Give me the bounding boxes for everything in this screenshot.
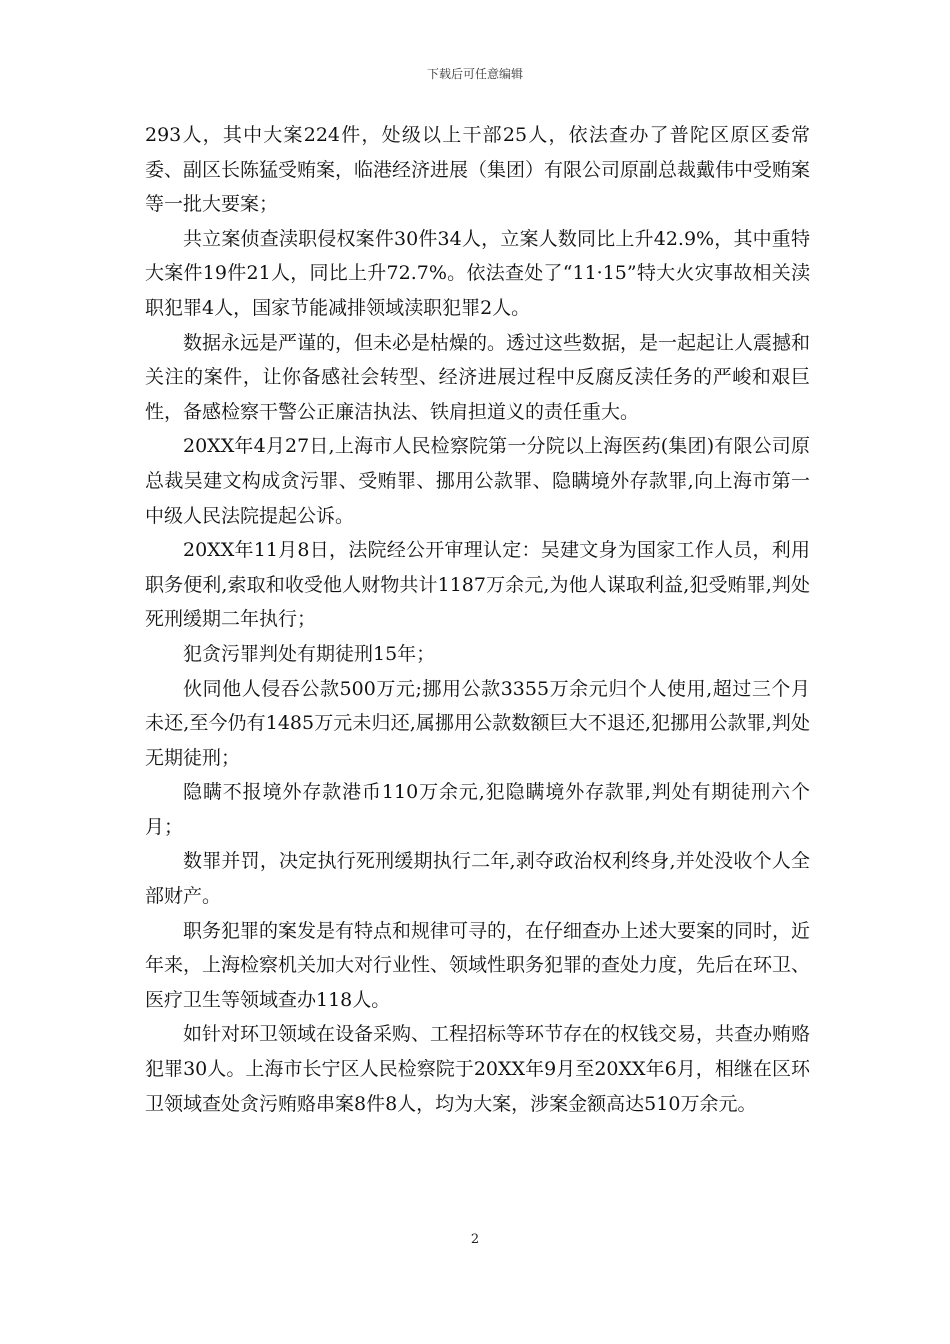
page-number: 2 — [470, 1232, 480, 1247]
paragraph-4: 20XX年4月27日,上海市人民检察院第一分院以上海医药(集团)有限公司原总裁吴建文构成贪污罪、受贿罪、挪用公款罪、隐瞒境外存款罪,向上海市第一中级人民法院提起公诉。 — [145, 435, 810, 527]
paragraph-7: 伙同他人侵吞公款500万元;挪用公款3355万余元归个人使用,超过三个月未还,至今仍有1485万元未归还,属挪用公款数额巨大不退还,犯挪用公款罪,判处无期徒刑； — [145, 677, 810, 769]
paragraph-11: 如针对环卫领域在设备采购、工程招标等环节存在的权钱交易，共查办贿赂犯罪30人。上海市长宁区人民检察院于20XX年9月至20XX年6月，相继在区环卫领域查处贪污贿赂串案8件8人，均为大案，涉案金额高达510万余元。 — [145, 1023, 811, 1115]
paragraph-3: 数据永远是严谨的，但未必是枯燥的。透过这些数据，是一起起让人震撼和关注的案件，让你备感社会转型、经济进展过程中反腐反渎任务的严峻和艰巨性，备感检察干警公正廉洁执法、铁肩担道义的责任重大。 — [145, 331, 811, 423]
paragraph-9: 数罪并罚，决定执行死刑缓期执行二年,剥夺政治权利终身,并处没收个人全部财产。 — [145, 850, 810, 908]
paragraph-2: 共立案侦查渎职侵权案件30件34人，立案人数同比上升42.9%，其中重特大案件19件21人，同比上升72.7%。依法查处了“11·15”特大火灾事故相关渎职犯罪4人，国家节能减排领域渎职犯罪2人。 — [145, 227, 810, 319]
paragraph-10: 职务犯罪的案发是有特点和规律可寻的，在仔细查办上述大要案的同时，近年来，上海检察机关加大对行业性、领域性职务犯罪的查处力度，先后在环卫、医疗卫生等领域查办118人。 — [145, 919, 811, 1011]
paragraph-8: 隐瞒不报境外存款港币110万余元,犯隐瞒境外存款罪,判处有期徒刑六个月； — [145, 781, 810, 838]
paragraph-6: 犯贪污罪判处有期徒刑15年； — [183, 642, 436, 665]
paragraph-1: 293人，其中大案224件，处级以上干部25人，依法查办了普陀区原区委常委、副区长陈猛受贿案，临港经济进展（集团）有限公司原副总裁戴伟中受贿案等一批大要案； — [145, 124, 811, 216]
paragraph-5: 20XX年11月8日，法院经公开审理认定：吴建文身为国家工作人员，利用职务便利,索取和收受他人财物共计1187万余元,为他人谋取利益,犯受贿罪,判处死刑缓期二年执行； — [145, 539, 810, 631]
document-body — [145, 118, 810, 1121]
page-header: 下载后可任意编辑 — [426, 67, 523, 81]
